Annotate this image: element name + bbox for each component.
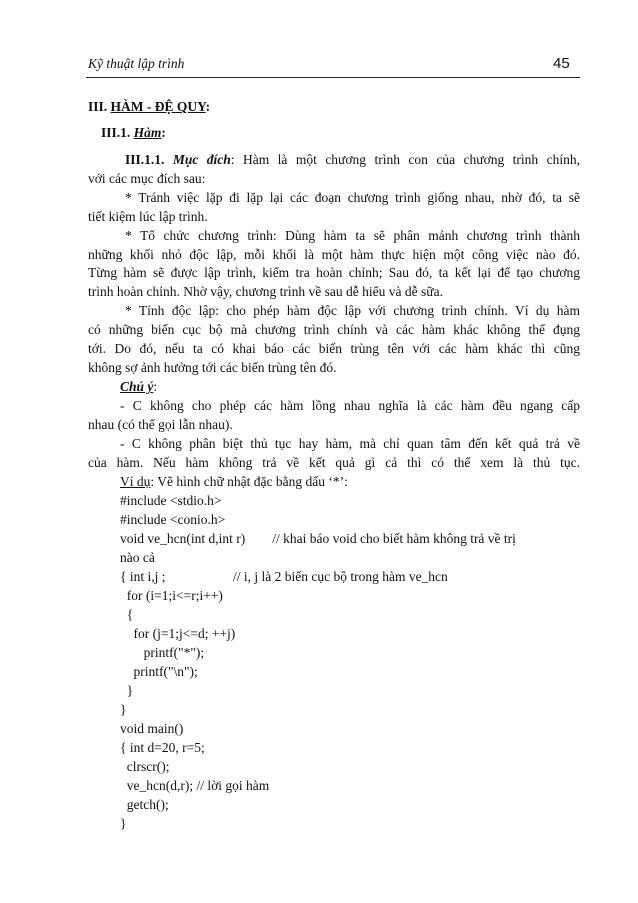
code-line: #include <conio.h>: [120, 512, 226, 527]
code-line: {: [120, 607, 134, 622]
note-label: Chú ý: [120, 379, 154, 394]
code-line: void main(): [120, 721, 184, 736]
paragraph-line: Từng hàm sẽ được lập trình, kiểm tra hoàn chỉnh; Sau đó, ta kết lại để tạo chương: [88, 265, 580, 280]
paragraph-line: * Tính độc lập: cho phép hàm độc lập với chương trình chính. Ví dụ hàm: [125, 303, 580, 318]
note-line: của hàm. Nếu hàm không trả về kết quả gì cả thì có thể xem là thủ tục.: [88, 455, 580, 470]
subsubsection-number: III.1.1.: [125, 152, 165, 167]
code-line: printf("*");: [120, 645, 205, 660]
header-rule: [86, 77, 580, 78]
section-title: HÀM - ĐỆ QUY: [110, 99, 206, 114]
note-line: - C không cho phép các hàm lồng nhau nghĩa là các hàm đều ngang cấp: [120, 398, 580, 413]
subsubsection-title: Mục đích: [172, 152, 231, 167]
paragraph-line: những khối nhỏ độc lập, mỗi khối là một hàm thực hiện một công việc nào đó.: [88, 247, 580, 262]
example-text: : Vẽ hình chữ nhật đặc bằng dấu ‘*’:: [150, 474, 348, 489]
intro-line-2: với các mục đích sau:: [88, 171, 206, 186]
subsection-number: III.1.: [101, 125, 131, 140]
intro-text: : Hàm là một chương trình con của chương trình chính,: [230, 152, 580, 167]
note-line: - C không phân biệt thủ tục hay hàm, mà chỉ quan tâm đến kết quả trả về: [120, 436, 580, 451]
subsection-heading: III.1. Hàm:: [101, 125, 166, 140]
code-line: nào cả: [120, 550, 155, 565]
example-heading: [120, 473, 348, 490]
paragraph-line: có những biến cục bộ mà chương trình chính và các hàm khác không thể đụng: [88, 322, 580, 337]
intro-line-1: [125, 151, 580, 168]
section-heading: III. HÀM - ĐỆ QUY:: [88, 99, 211, 114]
code-line: #include <stdio.h>: [120, 493, 222, 508]
code-line: { int i,j ; // i, j là 2 biến cục bộ trong hàm ve_hcn: [120, 569, 448, 584]
running-title: Kỹ thuật lập trình: [88, 56, 185, 71]
section-number: III.: [88, 99, 108, 114]
subsection-title: Hàm: [133, 125, 162, 140]
page-number: 45: [553, 55, 570, 72]
paragraph-line: tới. Do đó, nếu ta có khai báo các biến trùng tên với các hàm khác thì cũng: [88, 341, 580, 356]
code-line: ve_hcn(d,r); // lời gọi hàm: [120, 778, 270, 793]
note-colon: :: [153, 379, 158, 394]
code-line: for (i=1;i<=r;i++): [120, 588, 223, 603]
code-line: for (j=1;j<=d; ++j): [120, 626, 236, 641]
example-label: Ví dụ: [120, 474, 151, 489]
code-line: clrscr();: [120, 759, 170, 774]
paragraph-line: trình hoàn chỉnh. Nhờ vậy, chương trình về sau dễ hiểu và dễ sữa.: [88, 284, 443, 299]
note-heading: [120, 378, 157, 395]
code-line: getch();: [120, 797, 169, 812]
code-line: void ve_hcn(int d,int r) // khai báo void cho biết hàm không trả về trị: [120, 531, 516, 546]
code-line: }: [120, 683, 134, 698]
code-line: printf("\n");: [120, 664, 198, 679]
code-line: }: [120, 816, 127, 831]
code-line: { int d=20, r=5;: [120, 740, 205, 755]
paragraph-line: * Tránh việc lặp đi lặp lại các đoạn chương trình giống nhau, nhờ đó, ta sẽ: [125, 190, 580, 205]
note-line: nhau (có thể gọi lẫn nhau).: [88, 417, 233, 432]
code-line: }: [120, 702, 127, 717]
paragraph-line: không sợ ảnh hưởng tới các biến trùng tên đó.: [88, 360, 337, 375]
paragraph-line: tiết kiệm lúc lập trình.: [88, 209, 208, 224]
paragraph-line: * Tổ chức chương trình: Dùng hàm ta sẽ phân mảnh chương trình thành: [125, 228, 580, 243]
